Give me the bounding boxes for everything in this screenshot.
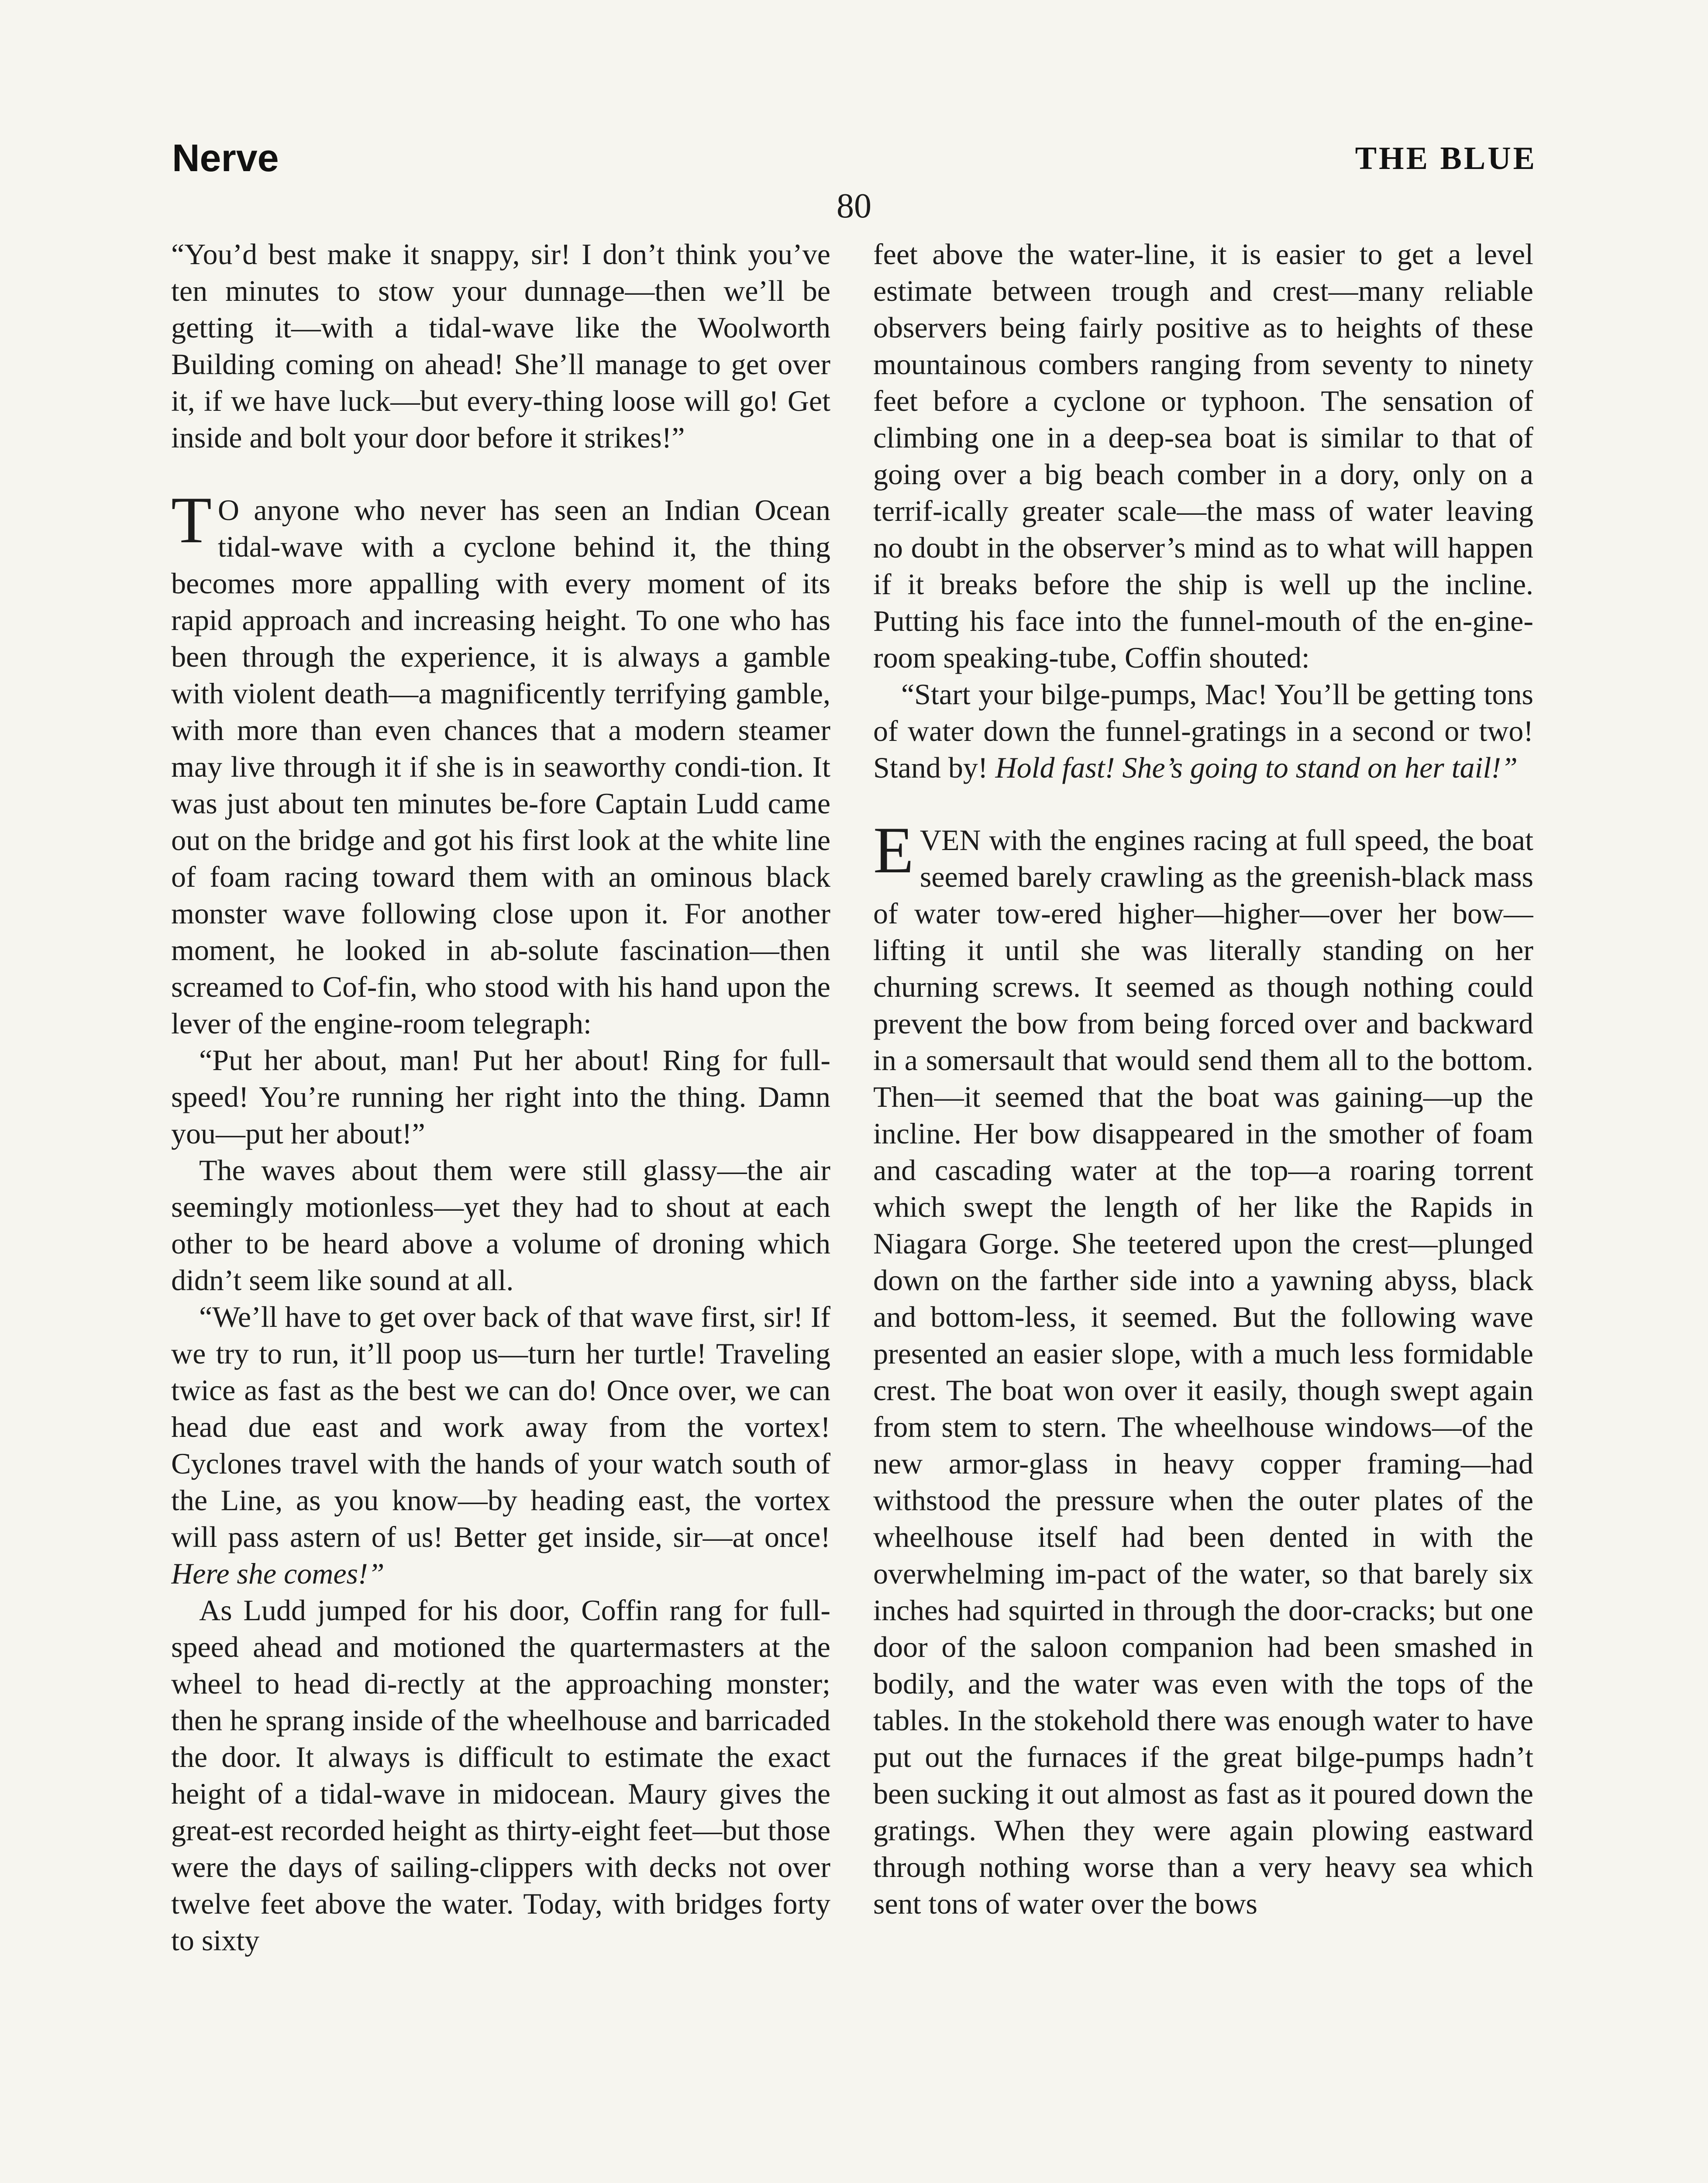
paragraph: “Put her about, man! Put her about! Ring for full-speed! You’re running her right into the thing. Damn you—put her about!” bbox=[171, 1043, 830, 1150]
paragraph: As Ludd jumped for his door, Coffin rang for full-speed ahead and motioned the quartermasters at the wheel to head di-rectly at the approaching monster; then he sprang inside of the wheelhouse and barricaded the door. It always is difficult to estimate the exact height of a tidal-wave in midocean. Maury gives the great-est recorded height as thirty-eight feet—but those were the days of sailing-clippers with decks not over twelve feet above the water. Today, with bridges forty to sixty bbox=[171, 1594, 830, 1957]
italic-text: Hold fast! She’s going to stand on her tail!” bbox=[995, 751, 1518, 784]
story-title: Nerve bbox=[172, 136, 279, 179]
paragraph: feet above the water-line, it is easier to get a level estimate between trough and crest—many reliable observers being fairly positive as to heights of these mountainous combers ranging from seventy to ninety feet before a cyclone or typhoon. The sensation of climbing one in a deep-sea boat is similar to that of going over a big beach comber in a dory, only on a terrif-ically greater scale—the mass of water leaving no doubt in the observer’s mind as to what will happen if it breaks before the ship is well up the incline. Putting his face into the funnel-mouth of the en-gine-room speaking-tube, Coffin shouted: bbox=[873, 238, 1533, 674]
italic-text: Here she comes!” bbox=[171, 1557, 385, 1590]
paragraph-text: “Start your bilge-pumps, Mac! You’ll be getting tons of water down the funnel-gratings in a second or two! Stand by! bbox=[873, 678, 1533, 784]
page-number: 80 bbox=[837, 187, 871, 225]
paragraph: “You’d best make it snappy, sir! I don’t think you’ve ten minutes to stow your dunnage—then we’ll be getting it—with a tidal-wave like the Woolworth Building coming on ahead! She’ll manage to get over it, if we have luck—but every-thing loose will go! Get inside and bolt your door before it strikes!” bbox=[171, 238, 830, 454]
paragraph-text: “We’ll have to get over back of that wave first, sir! If we try to run, it’ll poop us—turn her turtle! Traveling twice as fast as the best we can do! Once over, we can head due east and work away from the vortex! Cyclones travel with the hands of your watch south of the Line, as you know—by heading east, the vortex will pass astern of us! Better get inside, sir—at once! bbox=[171, 1300, 830, 1553]
left-column bbox=[171, 236, 830, 2183]
paragraph-dropcap: TO anyone who never has seen an Indian Ocean tidal-wave with a cyclone behind it, the thing becomes more appalling with every moment of its rapid approach and increasing height. To one who has been through the experience, it is always a gamble with violent death—a magnificently terrifying gamble, with more than even chances that a modern steamer may live through it if she is in seaworthy condi-tion. It was just about ten minutes be-fore Captain Ludd came out on the bridge and got his first look at the white line of foam racing toward them with an ominous black monster wave following close upon it. For another moment, he looked in ab-solute fascination—then screamed to Cof-fin, who stood with his hand upon the lever of the engine-room telegraph: bbox=[171, 483, 830, 1040]
right-column bbox=[873, 236, 1533, 2183]
paragraph bbox=[171, 1298, 830, 1592]
paragraph-dropcap: EVEN with the engines racing at full speed, the boat seemed barely crawling as the greenish-black mass of water tow-ered higher—higher—over her bow—lifting it until she was literally standing on her churning screws. It seemed as though nothing could prevent the bow from being forced over and backward in a somersault that would send them all to the bottom. Then—it seemed that the boat was gaining—up the incline. Her bow disappeared in the smother of foam and cascading water at the top—a roaring torrent which swept the length of her like the Rapids in Niagara Gorge. She teetered upon the crest—plunged down on the farther side into a yawning abyss, black and bottom-less, it seemed. But the following wave presented an easier slope, with a much less formidable crest. The boat won over it easily, though swept again from stem to stern. The wheelhouse windows—of the new armor-glass in heavy copper framing—had withstood the pressure when the outer plates of the wheelhouse itself had been dented in with the overwhelming im-pact of the water, so that barely six inches had squirted in through the door-cracks; but one door of the saloon companion had been smashed in bodily, and the water was even with the tops of the tables. In the stokehold there was enough water to have put out the furnaces if the great bilge-pumps hadn’t been sucking it out almost as fast as it poured down the gratings. When they were again plowing eastward through nothing worse than a very heavy sea which sent tons of water over the bows bbox=[873, 813, 1533, 1920]
magazine-title: THE BLUE bbox=[1355, 141, 1537, 176]
paragraph bbox=[873, 676, 1533, 786]
paragraph: The waves about them were still glassy—the air seemingly motionless—yet they had to shout at each other to be heard above a volume of droning which didn’t seem like sound at all. bbox=[171, 1153, 830, 1297]
